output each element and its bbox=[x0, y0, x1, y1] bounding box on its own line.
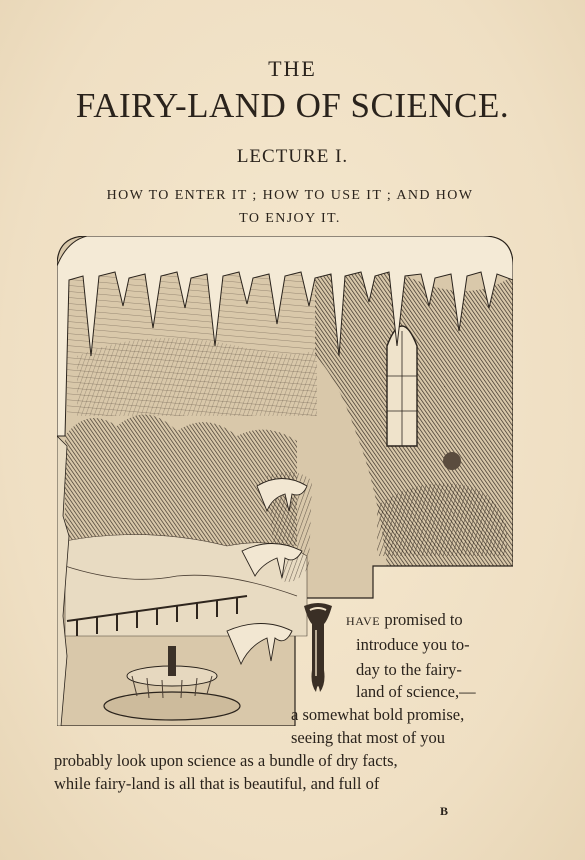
lecture-heading: LECTURE I. bbox=[236, 146, 349, 167]
body-line-1 bbox=[346, 608, 463, 631]
body-line-7: probably look upon science as a bundle of dry facts, bbox=[54, 751, 398, 770]
body-line-3: day to the fairy- bbox=[356, 660, 462, 679]
body-line-6: seeing that most of you bbox=[291, 728, 445, 747]
book-title: FAIRY-LAND OF SCIENCE. bbox=[75, 86, 510, 125]
body-line-4: land of science,— bbox=[356, 682, 476, 701]
lecture-subtitle bbox=[60, 184, 520, 230]
body-line-2: introduce you to- bbox=[356, 635, 470, 654]
subtitle-line-2: TO ENJOY IT. bbox=[239, 211, 341, 226]
signature-mark: B bbox=[440, 804, 450, 818]
body-line-5: a somewhat bold promise, bbox=[291, 705, 465, 724]
body-line-1-lead: have bbox=[346, 610, 381, 629]
body-line-8: while fairy-land is all that is beautiful, and full of bbox=[54, 774, 380, 793]
subtitle-line-1: HOW TO ENTER IT ; HOW TO USE IT ; AND HOW bbox=[106, 188, 474, 203]
body-line-1-rest: promised to bbox=[380, 610, 463, 629]
title-the: THE bbox=[268, 56, 317, 81]
drop-cap-initial bbox=[298, 600, 338, 696]
